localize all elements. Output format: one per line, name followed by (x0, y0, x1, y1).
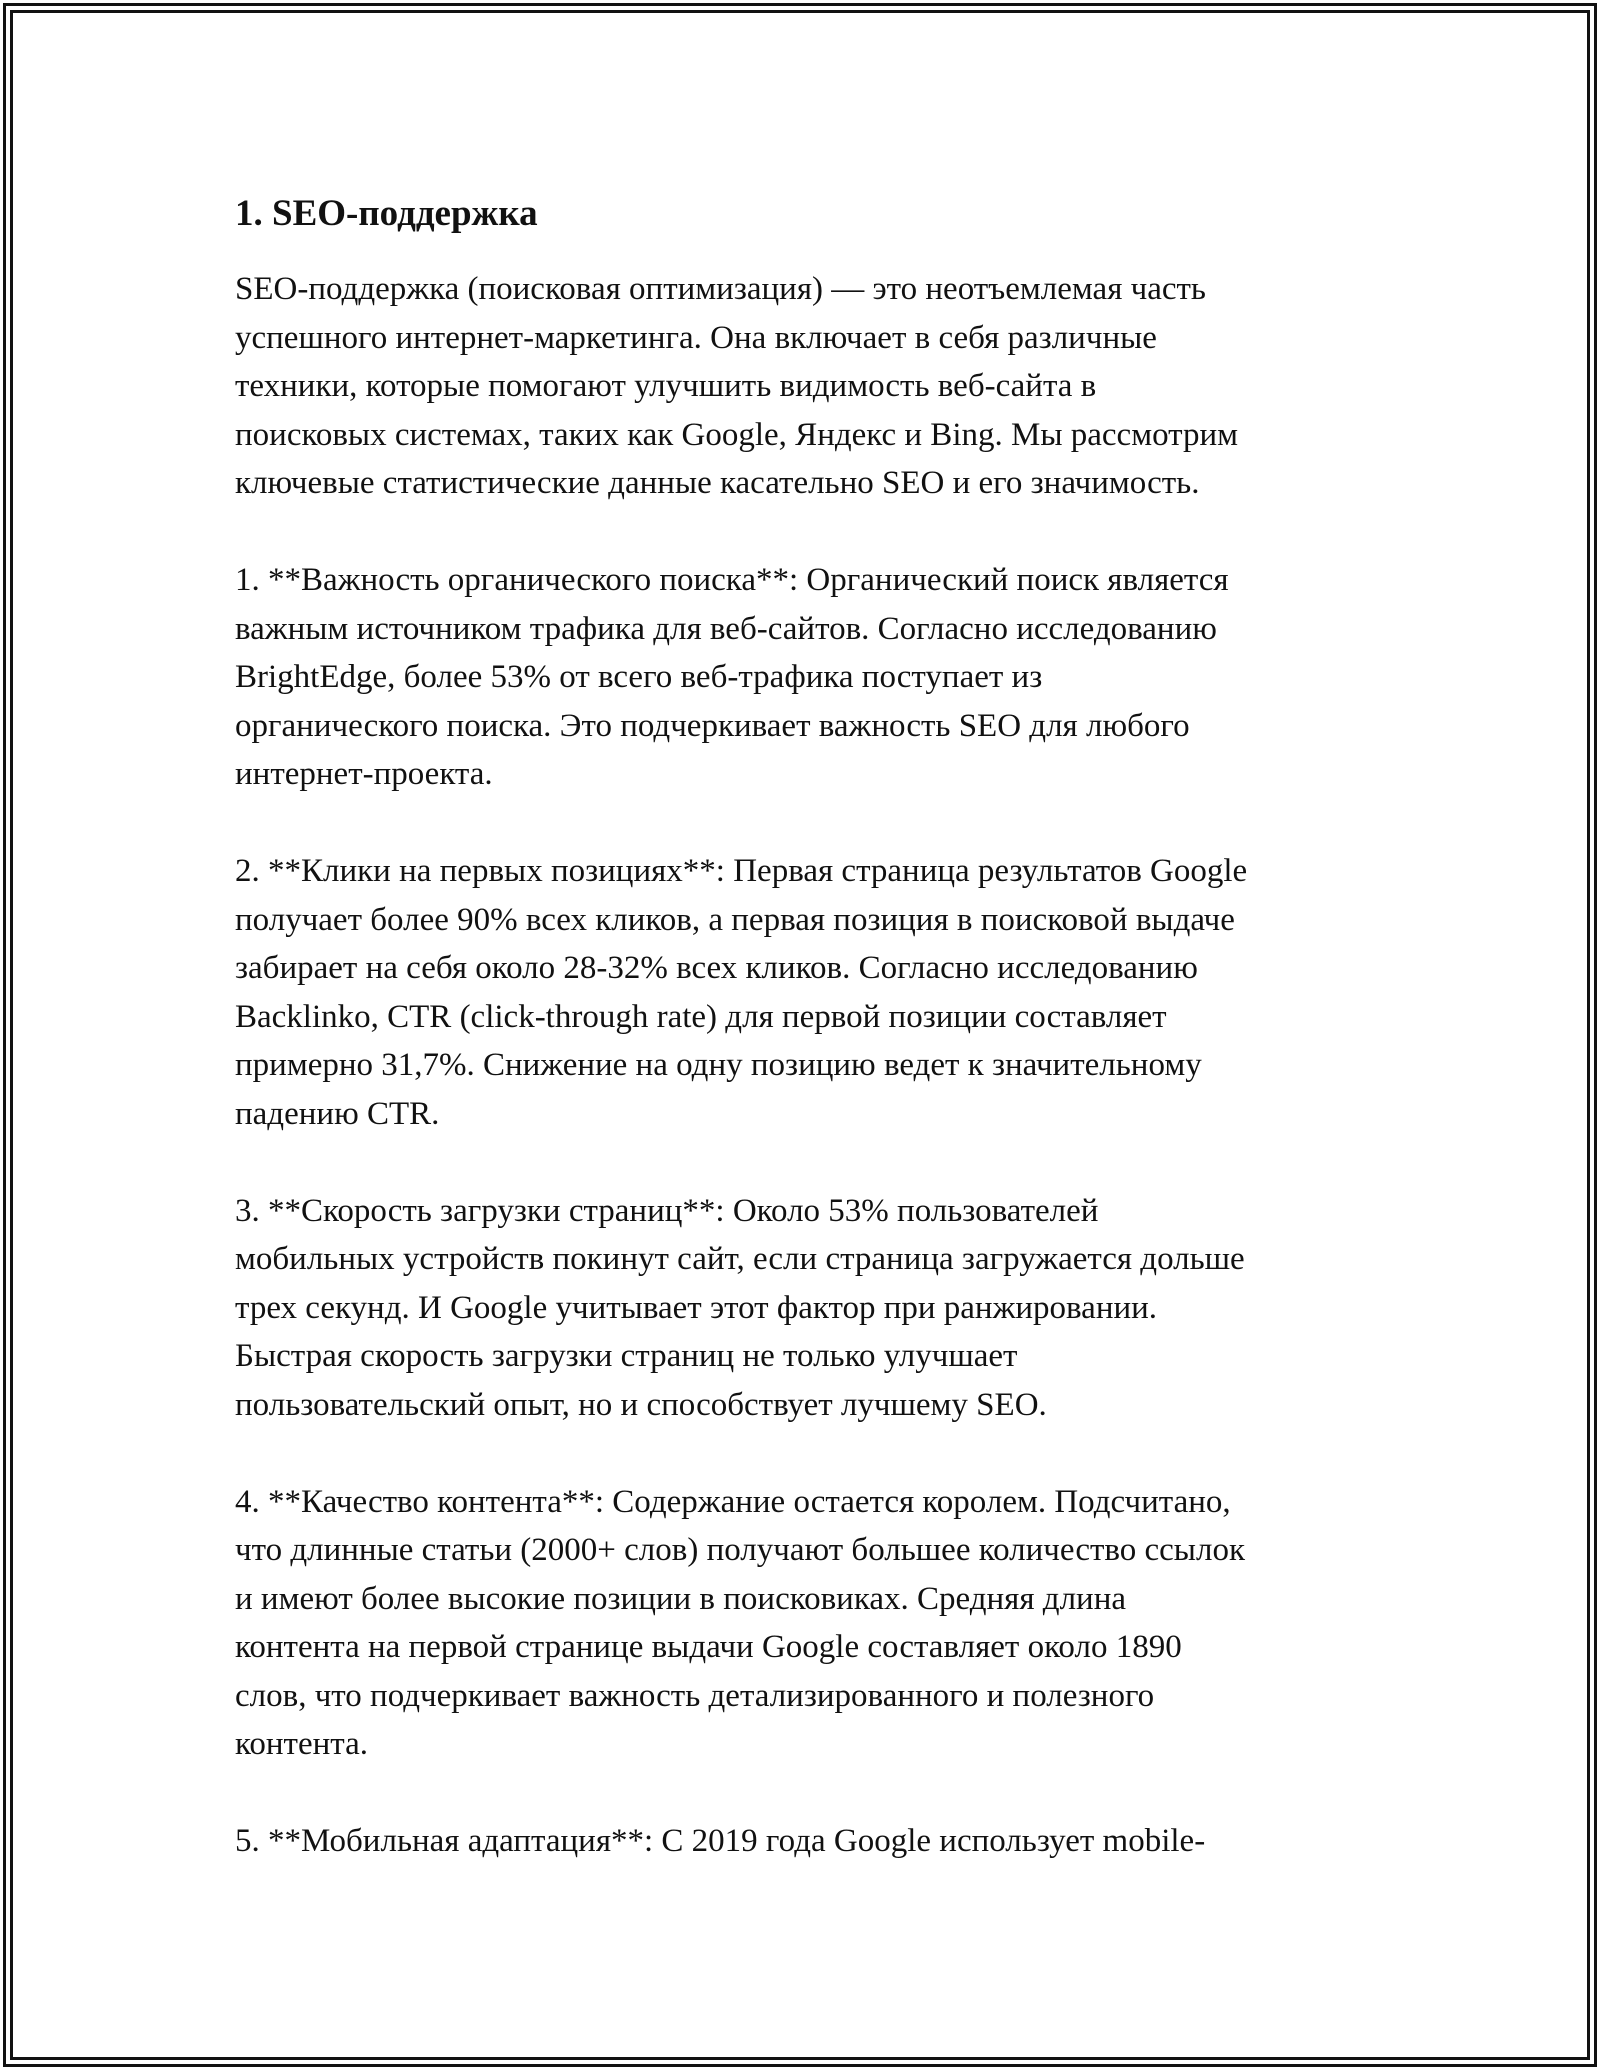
paragraph-line: мобильных устройств покинут сайт, если страница загружается дольше (235, 1241, 1245, 1277)
paragraph-line: получает более 90% всех кликов, а первая позиция в поисковой выдаче (235, 901, 1235, 938)
paragraph-line: важным источником трафика для веб-сайтов. Согласно исследованию (235, 610, 1217, 647)
paragraph-line: интернет-проекта. (235, 756, 493, 792)
paragraph-line: ключевые статистические данные касательно SEO и его значимость. (235, 465, 1200, 501)
paragraph-line: 3. **Скорость загрузки страниц**: Около 53% пользователей (235, 1192, 1099, 1229)
paragraph-line: успешного интернет-маркетинга. Она включает в себя различные (235, 319, 1157, 356)
list-item-page-speed (235, 1187, 1395, 1430)
paragraph-line: забирает на себя около 28-32% всех кликов. Согласно исследованию (235, 950, 1198, 986)
section-heading: 1. SEO-поддержка (235, 193, 538, 234)
paragraph-line: слов, что подчеркивает важность детализированного и полезного (235, 1677, 1155, 1714)
paragraph-line: 2. **Клики на первых позициях**: Первая страница результатов Google (235, 853, 1248, 889)
paragraph-line: трех секунд. И Google учитывает этот фактор при ранжировании. (235, 1289, 1158, 1326)
paragraph-line: пользовательский опыт, но и способствует лучшему SEO. (235, 1386, 1047, 1423)
paragraph-line: что длинные статьи (2000+ слов) получают большее количество ссылок (235, 1532, 1245, 1568)
paragraph-line: Backlinko, CTR (click-through rate) для первой позиции составляет (235, 998, 1167, 1035)
paragraph-line: органического поиска. Это подчеркивает важность SEO для любого (235, 707, 1190, 744)
paragraph-line: контента на первой странице выдачи Google составляет около 1890 (235, 1629, 1182, 1665)
paragraph-line: падению CTR. (235, 1095, 440, 1132)
document-body (235, 190, 1395, 1914)
list-item-mobile-adaptation (235, 1817, 1395, 1866)
paragraph-line: техники, которые помогают улучшить видимость веб-сайта в (235, 368, 1097, 404)
paragraph-line: Быстрая скорость загрузки страниц не только улучшает (235, 1338, 1018, 1374)
intro-paragraph (235, 265, 1395, 508)
paragraph-line: контента. (235, 1726, 368, 1762)
paragraph-line: 4. **Качество контента**: Содержание остается королем. Подсчитано, (235, 1483, 1231, 1520)
list-item-content-quality (235, 1478, 1395, 1769)
paragraph-line: BrightEdge, более 53% от всего веб-трафика поступает из (235, 659, 1043, 695)
paragraph-line: примерно 31,7%. Снижение на одну позицию ведет к значительному (235, 1047, 1202, 1083)
list-item-organic-search (235, 556, 1395, 799)
paragraph-line: 1. **Важность органического поиска**: Органический поиск является (235, 562, 1229, 598)
paragraph-line: 5. **Мобильная адаптация**: С 2019 года Google использует mobile- (235, 1823, 1206, 1859)
list-item-first-positions (235, 847, 1395, 1138)
paragraph-line: SEO-поддержка (поисковая оптимизация) — это неотъемлемая часть (235, 271, 1206, 307)
paragraph-line: поисковых системах, таких как Google, Яндекс и Bing. Мы рассмотрим (235, 416, 1239, 453)
paragraph-line: и имеют более высокие позиции в поисковиках. Средняя длина (235, 1580, 1127, 1617)
